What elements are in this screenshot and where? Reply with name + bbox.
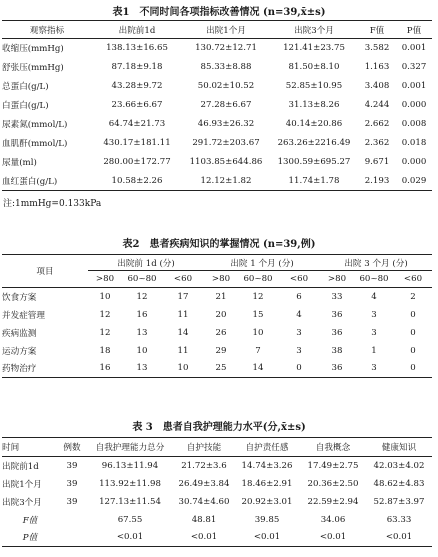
table2-subheader: >80 <box>211 274 231 284</box>
table2-cell: 25 <box>215 363 227 374</box>
table3 <box>2 437 432 547</box>
table1-caption-title: 不同时间各项指标改善情况 (n=39,x̄±s) <box>139 7 326 18</box>
table1-cell: 50.02±10.52 <box>197 81 255 91</box>
table1-cell: 2.662 <box>364 119 390 129</box>
table1-cell: 64.74±21.73 <box>108 119 166 129</box>
table2-cell: 26 <box>215 327 227 338</box>
table2-item-header: 项目 <box>2 255 88 288</box>
table3-cell: 96.13±11.94 <box>101 460 159 471</box>
table2-cell: 36 <box>331 363 343 374</box>
table1-cell: 121.41±23.75 <box>283 43 345 54</box>
table2-cell: 21 <box>215 291 227 302</box>
table3-cell: <0.01 <box>385 532 413 543</box>
table-row <box>2 115 432 134</box>
table2-cell: 7 <box>255 345 261 356</box>
table1-cell: 11.74±1.78 <box>288 175 340 186</box>
table2-cell: 11 <box>177 309 189 320</box>
table2-cell: 12 <box>136 291 148 302</box>
table3-header-row <box>2 438 432 457</box>
table-row <box>2 39 432 58</box>
table2-cell: 18 <box>99 345 111 356</box>
table1-cell: 3.582 <box>364 43 390 54</box>
table3-cell: 52.87±3.97 <box>373 496 425 507</box>
table1-cell: 4.244 <box>364 100 390 110</box>
table3-cell: 22.59±2.94 <box>307 496 359 507</box>
table1-cell: 81.50±8.10 <box>288 62 340 72</box>
table-row <box>2 457 432 475</box>
table3-cell: 出院前1d <box>2 461 39 472</box>
table2-cell: 33 <box>331 291 343 302</box>
table2-cell: 38 <box>331 345 343 356</box>
table2-cell: 运动方案 <box>2 346 37 357</box>
table3-header-cell: 时间 <box>2 443 20 453</box>
table2-group-header: 出院 3 个月 (分) <box>320 255 432 271</box>
table1-cell: 10.58±2.26 <box>111 175 163 186</box>
table1-header-cell: 出院1个月 <box>206 25 246 36</box>
table3-cell <box>58 529 86 547</box>
table1-cell: 130.72±12.71 <box>195 43 257 54</box>
table2-cell: 2 <box>410 291 416 302</box>
table2-cell: 12 <box>252 291 264 302</box>
table1-cell: 0.018 <box>401 138 427 148</box>
table3-cell: 30.74±4.60 <box>178 496 230 507</box>
table1-header-row <box>2 21 432 39</box>
table2-cell: 3 <box>371 327 377 338</box>
table1-caption-number: 表1 <box>112 7 130 18</box>
table1-cell: 0.000 <box>401 100 427 110</box>
table2-cell: 10 <box>136 345 148 356</box>
table2-cell: 14 <box>252 363 264 374</box>
table3-cell: 39 <box>66 496 78 507</box>
table-row <box>2 511 432 529</box>
table1-cell: 2.362 <box>364 138 390 148</box>
table2-cell: 10 <box>99 291 111 302</box>
table2-subheader: <60 <box>289 274 309 284</box>
table1-cell: 23.66±6.67 <box>111 100 163 110</box>
table2-cell: 3 <box>296 327 302 338</box>
table1-cell: 31.13±8.26 <box>288 100 340 110</box>
table3-header-cell: 自护技能 <box>186 443 222 453</box>
table3-cell: 39 <box>66 460 78 471</box>
table1-cell: 40.14±20.86 <box>285 119 343 129</box>
table3-cell: 26.49±3.84 <box>178 478 230 489</box>
table2-cell: 1 <box>371 345 377 356</box>
table1-cell: 0.001 <box>401 43 427 54</box>
table3-cell: 21.72±3.6 <box>181 460 227 471</box>
table3-cell: <0.01 <box>190 532 218 543</box>
table2-cell: 4 <box>371 291 377 302</box>
table2-cell: 12 <box>99 327 111 338</box>
table3-header-cell: 例数 <box>63 443 81 453</box>
table2-cell: 0 <box>410 309 416 320</box>
table3-header-cell: 自我护理能力总分 <box>95 443 165 453</box>
table3-cell: 18.46±2.91 <box>241 478 293 489</box>
table2-cell: 10 <box>177 363 189 374</box>
table3-cell: P值 <box>22 533 38 544</box>
table1-cell: 9.671 <box>364 157 390 167</box>
table3-caption <box>0 418 438 433</box>
table3-cell: 42.03±4.02 <box>373 460 425 471</box>
table2-cell: 10 <box>252 327 264 338</box>
table1-cell: 舒张压(mmHg) <box>2 63 64 73</box>
table-row <box>2 475 432 493</box>
table1-cell: 43.28±9.72 <box>111 81 163 91</box>
table-row <box>2 493 432 511</box>
table2-cell: 药物治疗 <box>2 364 37 375</box>
table3-cell: 14.74±3.26 <box>241 460 293 471</box>
table3-cell: <0.01 <box>253 532 281 543</box>
table2-cell: 36 <box>331 309 343 320</box>
table1-cell: 3.408 <box>364 81 390 91</box>
table1-caption <box>0 3 438 18</box>
table1-cell: 52.85±10.95 <box>285 81 343 91</box>
table2 <box>2 254 432 378</box>
table1-cell: 27.28±6.67 <box>200 100 252 110</box>
table3-cell: 67.55 <box>117 514 143 525</box>
table2-group-header: 出院 1 个月 (分) <box>204 255 320 271</box>
table2-caption-number: 表2 <box>122 239 140 250</box>
table3-cell: 20.36±2.50 <box>307 478 359 489</box>
table2-group-header-row <box>2 255 432 271</box>
table3-cell: 出院3个月 <box>2 497 42 508</box>
table1-cell: 1.163 <box>364 62 390 72</box>
table1-cell: 总蛋白(g/L) <box>2 82 49 92</box>
table3-cell: 39.85 <box>254 514 280 525</box>
table2-cell: 6 <box>296 291 302 302</box>
table1-header-cell: F值 <box>369 25 385 36</box>
table1-cell: 0.000 <box>401 157 427 167</box>
table1 <box>2 20 432 191</box>
table1-cell: 2.193 <box>364 175 390 186</box>
table3-header-cell: 自护责任感 <box>245 443 289 453</box>
table3-cell: 39 <box>66 478 78 489</box>
table2-cell: 16 <box>136 309 148 320</box>
table1-header-cell: 出院3个月 <box>294 25 334 36</box>
table2-subheader: 60~80 <box>127 274 157 284</box>
table1-cell: 263.26±2216.49 <box>277 138 351 148</box>
table2-subheader: <60 <box>173 274 193 284</box>
table1-cell: 1300.59±695.27 <box>277 157 351 167</box>
table3-cell: 63.33 <box>386 514 412 525</box>
table2-cell: 14 <box>177 327 189 338</box>
table-row <box>2 306 432 324</box>
table-row <box>2 134 432 153</box>
table2-cell: 17 <box>177 291 189 302</box>
table1-header-cell: 观察指标 <box>29 25 65 36</box>
table-row <box>2 324 432 342</box>
table2-subheader: >80 <box>95 274 115 284</box>
table2-cell: 0 <box>410 327 416 338</box>
table2-cell: 3 <box>296 345 302 356</box>
table-row <box>2 96 432 115</box>
table1-cell: 收缩压(mmHg) <box>2 44 64 55</box>
table2-cell: 20 <box>215 309 227 320</box>
table3-cell: <0.01 <box>116 532 144 543</box>
table3-caption-number: 表 3 <box>132 422 153 433</box>
table2-subheader: 60~80 <box>243 274 273 284</box>
table3-cell: 出院1个月 <box>2 479 42 490</box>
table2-cell: 13 <box>136 363 148 374</box>
table2-cell: 并发症管理 <box>2 310 45 321</box>
table1-cell: 1103.85±644.86 <box>189 157 263 167</box>
table1-header-cell: 出院前1d <box>118 25 156 36</box>
table3-cell: 17.49±2.75 <box>307 460 359 471</box>
table2-cell: 3 <box>371 363 377 374</box>
table1-cell: 0.008 <box>401 119 427 129</box>
table1-cell: 白蛋白(g/L) <box>2 101 49 111</box>
table2-cell: 13 <box>136 327 148 338</box>
table3-cell: 34.06 <box>320 514 346 525</box>
table2-cell: 15 <box>252 309 264 320</box>
table3-cell: F值 <box>22 515 38 526</box>
table1-cell: 12.12±1.82 <box>200 175 252 186</box>
table3-cell: <0.01 <box>319 532 347 543</box>
table3-header-cell: 健康知识 <box>381 443 417 453</box>
table3-caption-title: 患者自我护理能力水平(分,x̄±s) <box>162 422 306 433</box>
table-row <box>2 360 432 378</box>
table2-cell: 29 <box>215 345 227 356</box>
table2-cell: 0 <box>296 363 302 374</box>
table2-cell: 0 <box>410 363 416 374</box>
table1-cell: 280.00±172.77 <box>103 157 171 167</box>
table2-subheader: <60 <box>403 274 423 284</box>
table2-cell: 4 <box>296 309 302 320</box>
table1-cell: 尿量(ml) <box>2 158 37 168</box>
table-row <box>2 172 432 191</box>
table1-cell: 87.18±9.18 <box>111 62 163 72</box>
table-row <box>2 288 432 306</box>
table2-cell: 疾病监测 <box>2 328 37 339</box>
table2-cell: 3 <box>371 309 377 320</box>
table-row <box>2 58 432 77</box>
table3-cell: 127.13±11.54 <box>99 496 161 507</box>
table1-cell: 0.327 <box>401 62 427 72</box>
table-row <box>2 153 432 172</box>
table-row <box>2 529 432 547</box>
table1-cell: 46.93±26.32 <box>197 119 255 129</box>
table2-cell: 饮食方案 <box>2 292 37 303</box>
table2-cell: 11 <box>177 345 189 356</box>
table1-cell: 430.17±181.11 <box>103 138 171 148</box>
table1-header-cell: P值 <box>406 25 422 36</box>
table1-cell: 291.72±203.67 <box>192 138 260 148</box>
table1-cell: 85.33±8.88 <box>200 62 252 72</box>
table1-cell: 尿素氮(mmol/L) <box>2 120 68 130</box>
table2-cell: 12 <box>99 309 111 320</box>
table2-cell: 16 <box>99 363 111 374</box>
table1-cell: 0.001 <box>401 81 427 91</box>
table2-caption-title: 患者疾病知识的掌握情况 (n=39,例) <box>149 239 316 250</box>
table-row <box>2 342 432 360</box>
table-row <box>2 77 432 96</box>
table2-caption <box>0 235 438 250</box>
table3-header-cell: 自我概念 <box>315 443 351 453</box>
table2-subheader: 60~80 <box>359 274 389 284</box>
table1-cell: 血肌酐(mmol/L) <box>2 139 68 149</box>
table1-cell: 血红蛋白(g/L) <box>2 176 58 187</box>
table1-cell: 138.13±16.65 <box>106 43 168 54</box>
table1-footnote: 注:1mmHg=0.133kPa <box>3 199 102 209</box>
table3-cell: 20.92±3.01 <box>241 496 293 507</box>
table2-group-header: 出院前 1d (分) <box>88 255 204 271</box>
table3-cell: 113.92±11.98 <box>99 478 161 489</box>
table2-cell: 36 <box>331 327 343 338</box>
table3-cell: 48.81 <box>191 514 217 525</box>
table1-cell: 0.029 <box>401 175 427 186</box>
table2-cell: 0 <box>410 345 416 356</box>
table2-subheader: >80 <box>327 274 347 284</box>
table3-cell <box>58 511 86 529</box>
table3-cell: 48.62±4.83 <box>373 478 425 489</box>
